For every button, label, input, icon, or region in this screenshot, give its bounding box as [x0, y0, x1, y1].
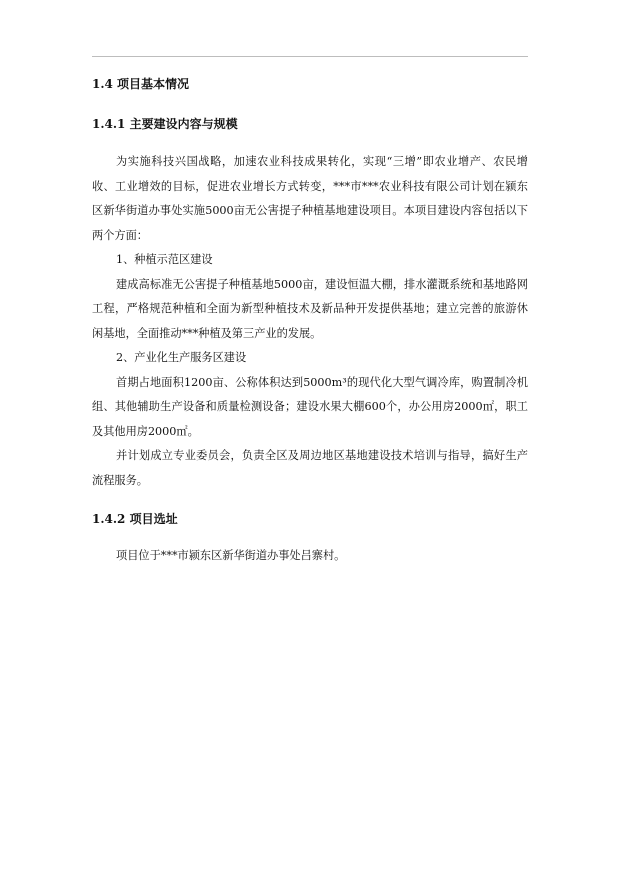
list-item-service-zone: 2、产业化生产服务区建设: [116, 351, 247, 364]
service-zone-paragraph: 首期占地面积1200亩、公称体积达到5000m³的现代化大型气调冷库，购置制冷机组、其他辅助生产设备和质量检测设备；建设水果大棚600个，办公用房2000㎡，职工及其他用房2000㎡。: [92, 375, 528, 438]
section-heading: 1.4 项目基本情况: [92, 77, 190, 91]
intro-paragraph: 为实施科技兴国战略，加速农业科技成果转化，实现“三增”即农业增产、农民增收、工业增效的目标，促进农业增长方式转变，***市***农业科技有限公司计划在颍东区新华街道办事处实施5000亩无公害提子种植基地建设项目。本项目建设内容包括以下两个方面：: [92, 155, 528, 242]
page-header-rule: [92, 56, 528, 57]
subsection-heading-content-scale: 1.4.1 主要建设内容与规模: [92, 117, 238, 131]
subsection-heading-location: 1.4.2 项目选址: [92, 512, 178, 526]
planting-zone-paragraph: 建成高标准无公害提子种植基地5000亩，建设恒温大棚，排水灌溉系统和基地路网工程，严格规范种植和全面为新型种植技术及新品种开发提供基地；建立完善的旅游休闲基地，全面推动***种植及第三产业的发展。: [92, 277, 528, 340]
list-item-planting-zone: 1、种植示范区建设: [116, 253, 213, 266]
document-body: [92, 76, 528, 569]
location-paragraph: 项目位于***市颍东区新华街道办事处吕寨村。: [116, 549, 346, 562]
committee-paragraph: 并计划成立专业委员会，负责全区及周边地区基地建设技术培训与指导，搞好生产流程服务。: [92, 449, 528, 487]
